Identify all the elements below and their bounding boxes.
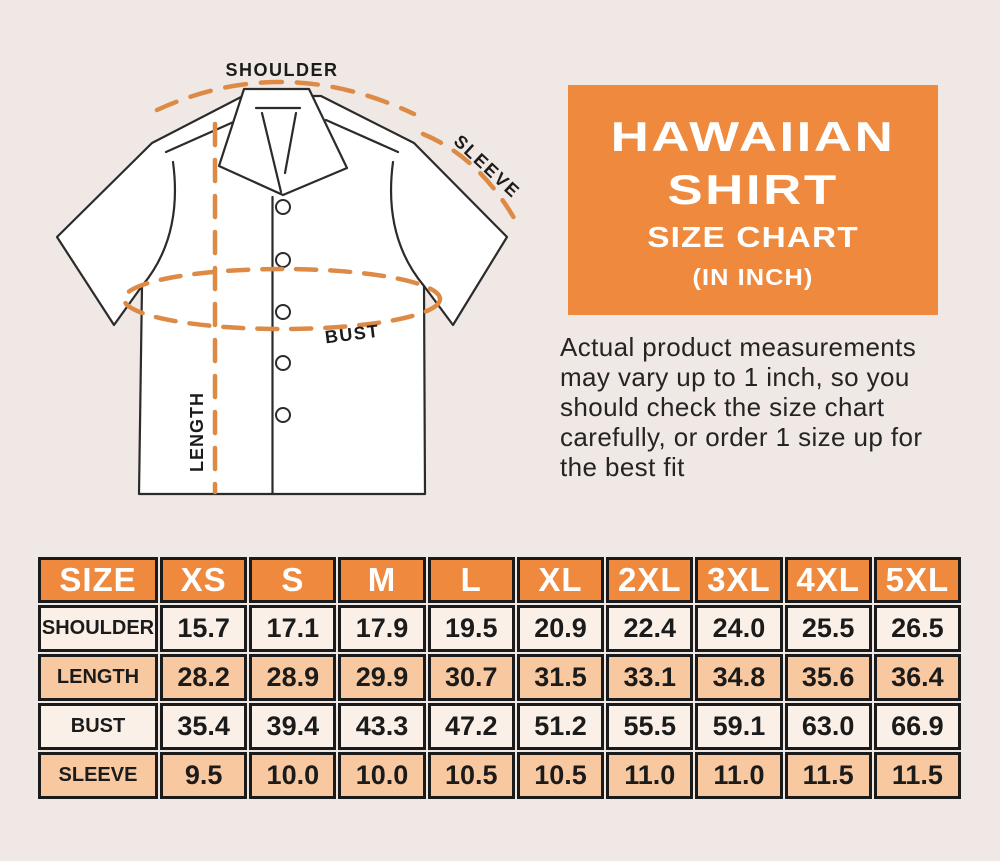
cell-shoulder-l: 19.5 bbox=[428, 605, 515, 652]
length-label: LENGTH bbox=[187, 392, 207, 472]
description-line: Actual product measurements bbox=[560, 332, 917, 362]
shirt-measurement-diagram bbox=[0, 0, 545, 545]
description-line: should check the size chart bbox=[560, 392, 885, 422]
sleeve-label: SLEEVE bbox=[449, 130, 525, 203]
cell-shoulder-2xl: 22.4 bbox=[606, 605, 693, 652]
button-icon bbox=[276, 408, 290, 422]
button-icon bbox=[276, 356, 290, 370]
title-line-1: HAWAIIAN bbox=[610, 113, 896, 160]
col-header-3xl: 3XL bbox=[695, 557, 782, 603]
col-header-4xl: 4XL bbox=[785, 557, 872, 603]
cell-sleeve-m: 10.0 bbox=[338, 752, 425, 799]
cell-length-m: 29.9 bbox=[338, 654, 425, 701]
shoulder-label: SHOULDER bbox=[225, 60, 339, 80]
description bbox=[560, 332, 980, 482]
cell-length-3xl: 34.8 bbox=[695, 654, 782, 701]
cell-length-xs: 28.2 bbox=[160, 654, 247, 701]
cell-shoulder-4xl: 25.5 bbox=[785, 605, 872, 652]
description-line: the best fit bbox=[560, 452, 685, 482]
row-header-sleeve: SLEEVE bbox=[38, 752, 158, 799]
cell-shoulder-xl: 20.9 bbox=[517, 605, 604, 652]
size-column-header: SIZE bbox=[38, 557, 158, 603]
cell-length-s: 28.9 bbox=[249, 654, 336, 701]
cell-bust-3xl: 59.1 bbox=[695, 703, 782, 750]
cell-length-xl: 31.5 bbox=[517, 654, 604, 701]
description-line: may vary up to 1 inch, so you bbox=[560, 362, 910, 392]
cell-shoulder-m: 17.9 bbox=[338, 605, 425, 652]
col-header-s: S bbox=[249, 557, 336, 603]
button-icon bbox=[276, 200, 290, 214]
button-icon bbox=[276, 253, 290, 267]
cell-bust-l: 47.2 bbox=[428, 703, 515, 750]
bust-label: BUST bbox=[323, 320, 381, 348]
title-subtitle: SIZE CHART bbox=[647, 222, 859, 254]
size-chart-table bbox=[38, 557, 961, 799]
cell-sleeve-xl: 10.5 bbox=[517, 752, 604, 799]
cell-shoulder-s: 17.1 bbox=[249, 605, 336, 652]
cell-length-l: 30.7 bbox=[428, 654, 515, 701]
title-box bbox=[568, 85, 938, 315]
cell-sleeve-l: 10.5 bbox=[428, 752, 515, 799]
row-header-length: LENGTH bbox=[38, 654, 158, 701]
description-line: carefully, or order 1 size up for bbox=[560, 422, 923, 452]
cell-sleeve-s: 10.0 bbox=[249, 752, 336, 799]
cell-bust-5xl: 66.9 bbox=[874, 703, 961, 750]
col-header-xl: XL bbox=[517, 557, 604, 603]
cell-bust-2xl: 55.5 bbox=[606, 703, 693, 750]
cell-length-2xl: 33.1 bbox=[606, 654, 693, 701]
cell-length-5xl: 36.4 bbox=[874, 654, 961, 701]
row-header-bust: BUST bbox=[38, 703, 158, 750]
title-unit-note: (IN INCH) bbox=[692, 264, 814, 290]
cell-bust-s: 39.4 bbox=[249, 703, 336, 750]
col-header-m: M bbox=[338, 557, 425, 603]
cell-length-4xl: 35.6 bbox=[785, 654, 872, 701]
col-header-l: L bbox=[428, 557, 515, 603]
cell-bust-m: 43.3 bbox=[338, 703, 425, 750]
cell-sleeve-5xl: 11.5 bbox=[874, 752, 961, 799]
cell-shoulder-3xl: 24.0 bbox=[695, 605, 782, 652]
col-header-5xl: 5XL bbox=[874, 557, 961, 603]
cell-sleeve-4xl: 11.5 bbox=[785, 752, 872, 799]
cell-sleeve-3xl: 11.0 bbox=[695, 752, 782, 799]
button-icon bbox=[276, 305, 290, 319]
cell-shoulder-5xl: 26.5 bbox=[874, 605, 961, 652]
cell-bust-xs: 35.4 bbox=[160, 703, 247, 750]
col-header-xs: XS bbox=[160, 557, 247, 603]
cell-sleeve-xs: 9.5 bbox=[160, 752, 247, 799]
cell-bust-4xl: 63.0 bbox=[785, 703, 872, 750]
cell-bust-xl: 51.2 bbox=[517, 703, 604, 750]
row-header-shoulder: SHOULDER bbox=[38, 605, 158, 652]
col-header-2xl: 2XL bbox=[606, 557, 693, 603]
cell-sleeve-2xl: 11.0 bbox=[606, 752, 693, 799]
cell-shoulder-xs: 15.7 bbox=[160, 605, 247, 652]
title-line-2: SHIRT bbox=[667, 166, 839, 213]
